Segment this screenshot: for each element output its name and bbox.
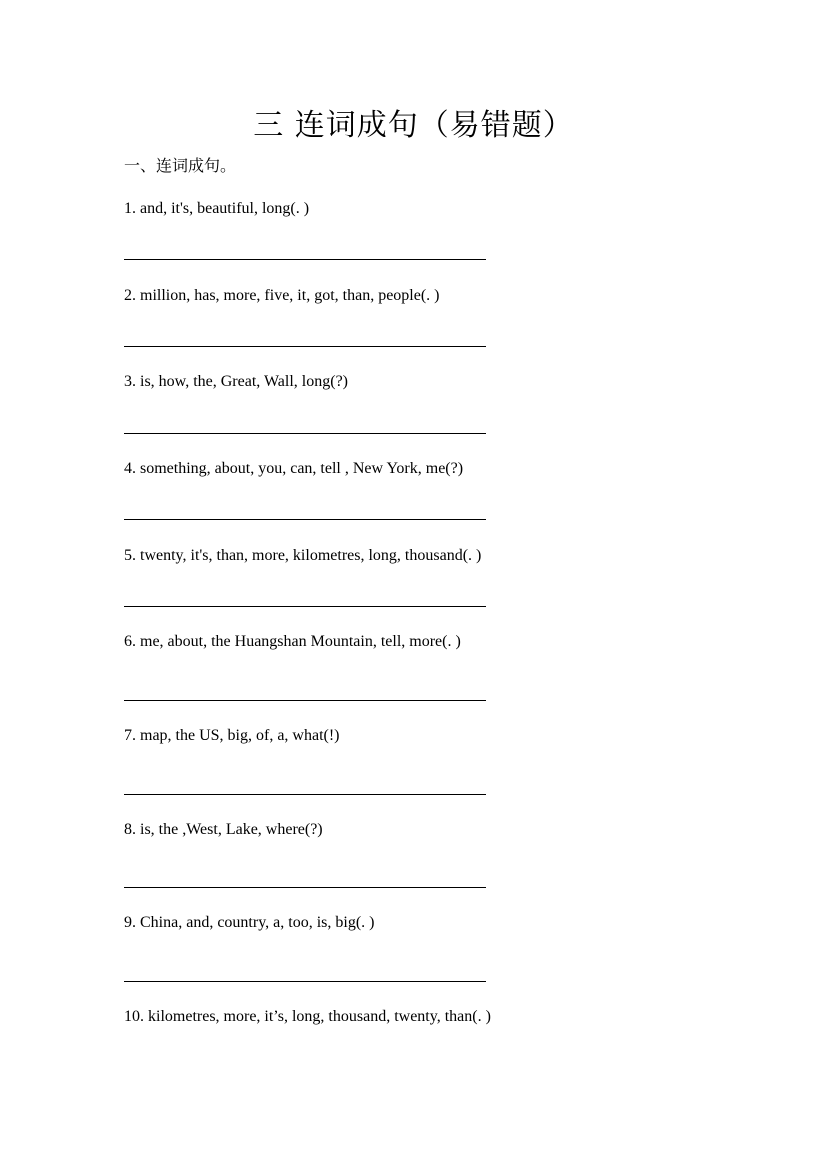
question-words: something, about, you, can, tell , New York, me(?) bbox=[140, 460, 464, 477]
question-3 bbox=[124, 372, 348, 392]
answer-line-4[interactable] bbox=[124, 519, 486, 520]
question-words: China, and, country, a, too, is, big(. ) bbox=[140, 914, 375, 931]
question-words: and, it's, beautiful, long(. ) bbox=[140, 200, 310, 217]
question-words: me, about, the Huangshan Mountain, tell, more(. ) bbox=[140, 633, 461, 650]
answer-line-7[interactable] bbox=[124, 794, 486, 795]
answer-line-6[interactable] bbox=[124, 700, 486, 701]
question-number: 1. bbox=[124, 200, 136, 217]
answer-line-9[interactable] bbox=[124, 981, 486, 982]
question-9 bbox=[124, 913, 374, 933]
question-number: 10. bbox=[124, 1008, 144, 1025]
question-8 bbox=[124, 820, 323, 840]
question-7 bbox=[124, 726, 340, 746]
question-words: map, the US, big, of, a, what(!) bbox=[140, 727, 340, 744]
question-6 bbox=[124, 632, 461, 652]
answer-line-8[interactable] bbox=[124, 887, 486, 888]
question-words: is, how, the, Great, Wall, long(?) bbox=[140, 373, 348, 390]
answer-line-5[interactable] bbox=[124, 606, 486, 607]
question-number: 7. bbox=[124, 727, 136, 744]
question-number: 5. bbox=[124, 547, 136, 564]
question-1 bbox=[124, 199, 309, 219]
question-5 bbox=[124, 546, 481, 566]
answer-line-2[interactable] bbox=[124, 346, 486, 347]
question-number: 6. bbox=[124, 633, 136, 650]
section-heading: 一、连词成句。 bbox=[124, 156, 237, 175]
answer-line-1[interactable] bbox=[124, 259, 486, 260]
question-words: twenty, it's, than, more, kilometres, long, thousand(. ) bbox=[140, 547, 482, 564]
question-4 bbox=[124, 459, 463, 479]
question-words: million, has, more, five, it, got, than, people(. ) bbox=[140, 287, 440, 304]
question-number: 4. bbox=[124, 460, 136, 477]
question-10 bbox=[124, 1007, 491, 1027]
worksheet-title: 三 连词成句（易错题） bbox=[253, 108, 574, 143]
answer-line-3[interactable] bbox=[124, 433, 486, 434]
question-number: 8. bbox=[124, 821, 136, 838]
question-2 bbox=[124, 286, 440, 306]
question-words: kilometres, more, it’s, long, thousand, twenty, than(. ) bbox=[148, 1008, 491, 1025]
question-words: is, the ,West, Lake, where(?) bbox=[140, 821, 323, 838]
question-number: 2. bbox=[124, 287, 136, 304]
question-number: 9. bbox=[124, 914, 136, 931]
question-number: 3. bbox=[124, 373, 136, 390]
